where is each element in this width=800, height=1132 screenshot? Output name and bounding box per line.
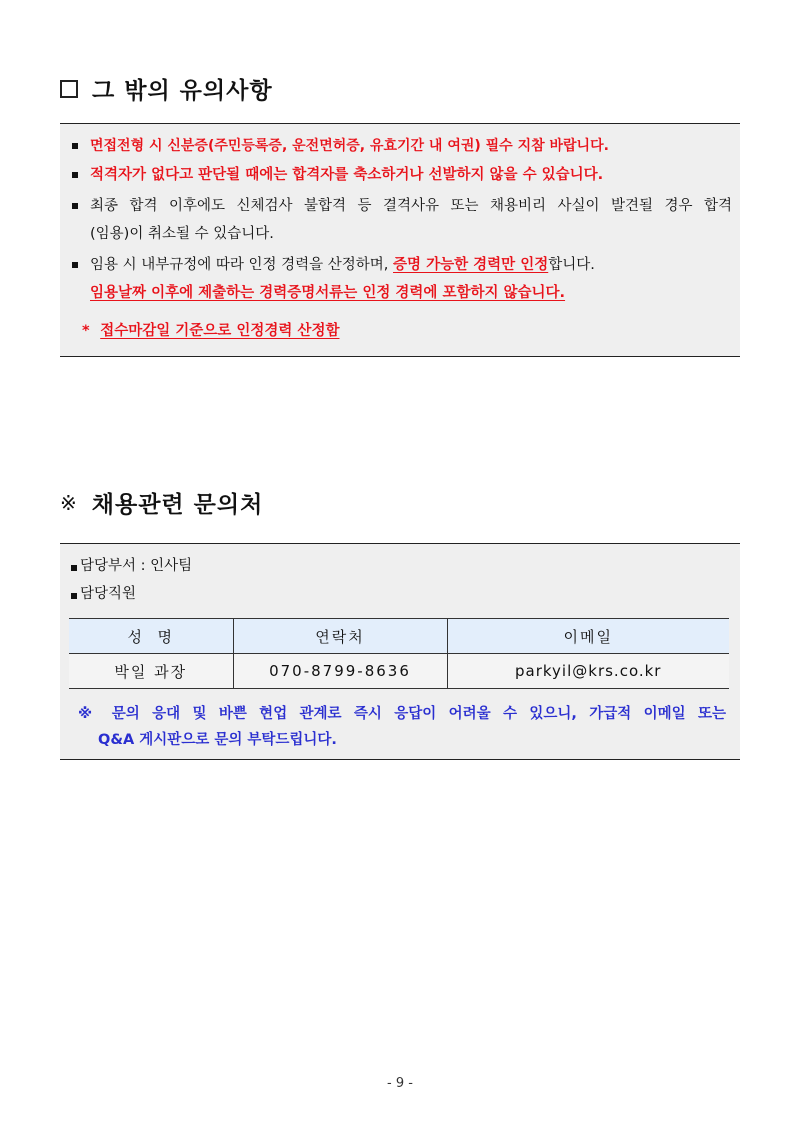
notice-no-qualified: 적격자가 없다고 판단될 때에는 합격자를 축소하거나 선발하지 않을 수 있습니다. [90, 167, 604, 183]
square-bullet-icon [72, 203, 78, 209]
notice-disqualification-line1: 최종 합격 이후에도 신체검사 불합격 등 결격사유 또는 채용비리 사실이 발견될 경우 합격 [90, 198, 732, 214]
square-bullet-icon [72, 172, 78, 178]
square-bullet-icon [71, 593, 77, 599]
cell-email[interactable]: parkyil@krs.co.kr [447, 654, 729, 689]
notice-career-note: * 접수마감일 기준으로 인정경력 산정함 [82, 323, 340, 339]
notes-box [60, 123, 740, 357]
square-bullet-icon [72, 143, 78, 149]
table-header-row [69, 619, 729, 654]
notice-disqualification-line2: (임용)이 취소될 수 있습니다. [90, 226, 274, 242]
staff-label: 담당직원 [80, 586, 137, 602]
section-title: 채용관련 문의처 [91, 492, 264, 518]
header-name: 성 명 [69, 619, 233, 654]
department-line: 담당부서 : 인사팀 [80, 558, 193, 574]
contact-table [69, 618, 729, 689]
notice-career-line1: 임용 시 내부규정에 따라 인정 경력을 산정하며, 증명 가능한 경력만 인정합니다. [90, 257, 595, 273]
section-heading-notes [60, 72, 273, 105]
square-bullet-icon [71, 565, 77, 571]
section-title: 그 밖의 유의사항 [92, 78, 273, 104]
contact-notice-line2: Q&A 게시판으로 문의 부탁드립니다. [98, 732, 337, 748]
table-row [69, 654, 729, 689]
notice-career-line2: 임용날짜 이후에 제출하는 경력증명서류는 인정 경력에 포함하지 않습니다. [90, 285, 566, 301]
cell-name: 박일 과장 [69, 654, 233, 689]
reference-mark-icon: ※ [60, 490, 78, 515]
notice-id-required: 면접전형 시 신분증(주민등록증, 운전면허증, 유효기간 내 여권) 필수 지참 바랍니다. [90, 138, 609, 154]
header-email: 이메일 [447, 619, 729, 654]
header-phone: 연락처 [233, 619, 447, 654]
cell-phone: 070-8799-8636 [233, 654, 447, 689]
checkbox-icon [60, 80, 78, 98]
page-number: - 9 - [387, 1076, 413, 1091]
section-heading-contact [60, 486, 263, 519]
square-bullet-icon [72, 262, 78, 268]
contact-notice-line1: ※ 문의 응대 및 바쁜 현업 관계로 즉시 응답이 어려울 수 있으니, 가급적 이메일 또는 [78, 706, 726, 722]
